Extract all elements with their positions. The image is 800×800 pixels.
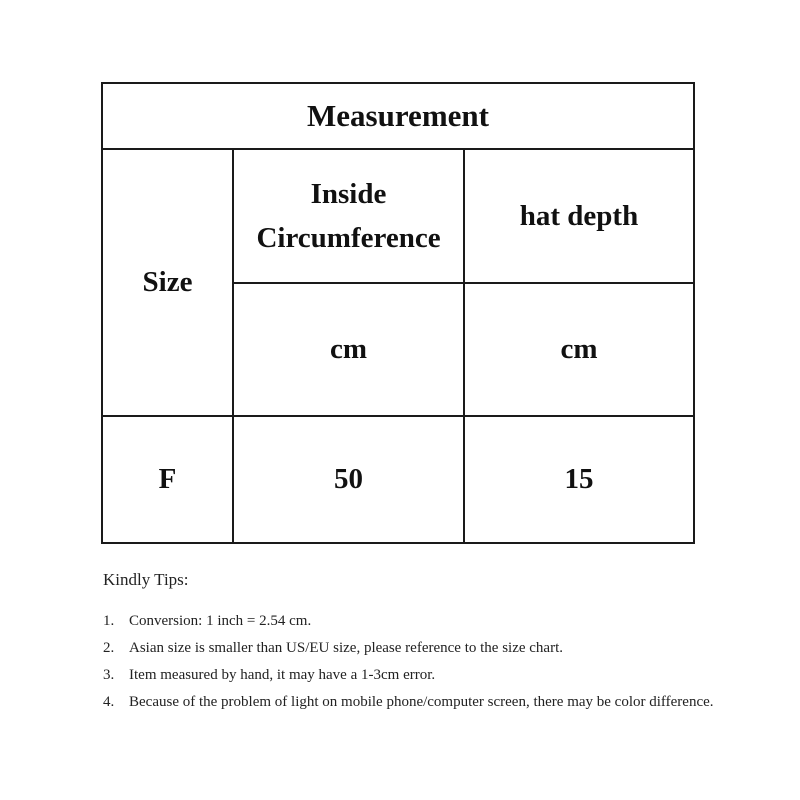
kindly-tips-section: [103, 570, 723, 716]
inside-header-line2: Circumference: [256, 222, 441, 254]
inside-header-line1: Inside: [310, 178, 387, 210]
hat-depth-header: hat depth: [464, 149, 694, 283]
tip-number: 3.: [103, 667, 115, 683]
tip-text: Item measured by hand, it may have a 1-3cm error.: [129, 667, 436, 683]
tip-text: Asian size is smaller than US/EU size, please reference to the size chart.: [129, 640, 563, 656]
tips-list: [103, 608, 723, 716]
table-title-row: [102, 83, 694, 149]
size-chart-table: [101, 82, 695, 544]
table-title: Measurement: [102, 83, 694, 149]
inside-unit-cell: cm: [233, 283, 464, 416]
tip-item: [103, 662, 723, 689]
table-header-row: [102, 149, 694, 283]
size-column-header: Size: [102, 149, 233, 416]
tip-number: 4.: [103, 694, 115, 710]
depth-unit-cell: cm: [464, 283, 694, 416]
size-value-cell: F: [102, 416, 233, 543]
inside-circumference-header: [233, 149, 464, 283]
tips-heading: Kindly Tips:: [103, 570, 189, 589]
tip-item: [103, 689, 723, 716]
tip-number: 1.: [103, 613, 115, 629]
inside-value-cell: 50: [233, 416, 464, 543]
depth-value-cell: 15: [464, 416, 694, 543]
tip-item: [103, 608, 723, 635]
tip-text: Because of the problem of light on mobile phone/computer screen, there may be color difference.: [129, 694, 714, 710]
table-row: [102, 416, 694, 543]
tip-text: Conversion: 1 inch = 2.54 cm.: [129, 613, 312, 629]
tip-number: 2.: [103, 640, 115, 656]
tip-item: [103, 635, 723, 662]
